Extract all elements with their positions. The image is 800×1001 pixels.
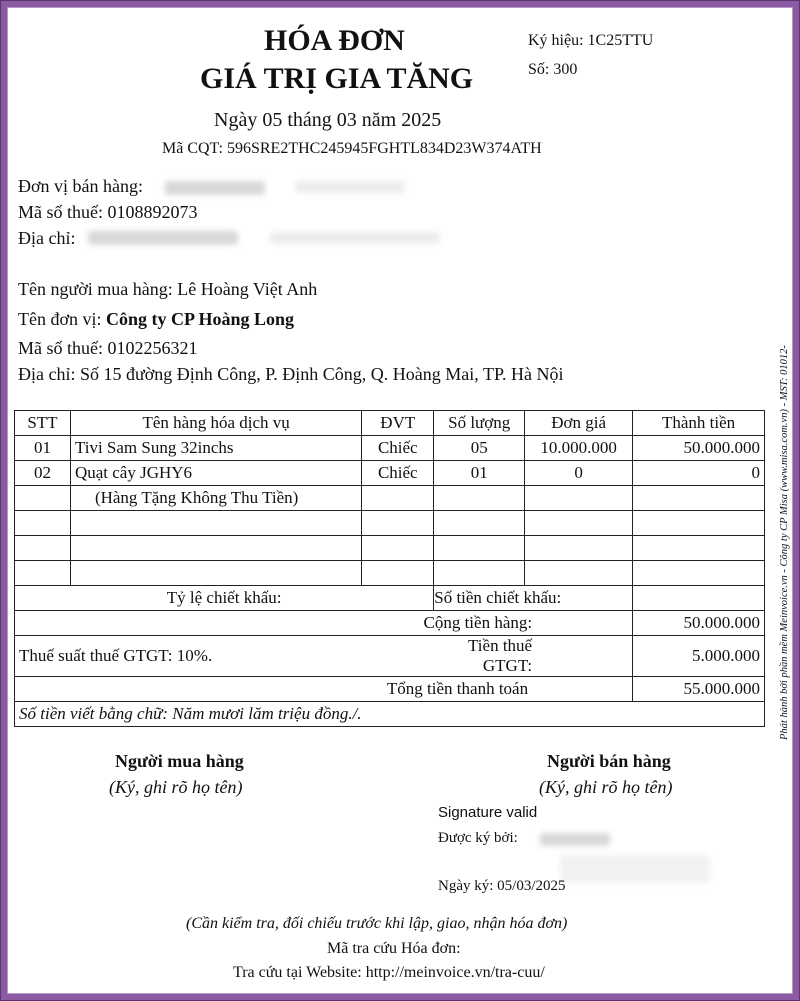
sign-date: Ngày ký: 05/03/2025	[438, 878, 566, 894]
header-unit-price: Đơn giá	[525, 411, 633, 436]
vat-label: Tiền thuế GTGT:	[434, 636, 633, 677]
amount-in-words-row	[15, 702, 765, 727]
footer-website: Tra cứu tại Website: http://meinvoice.vn/tra-cuu/	[233, 964, 545, 981]
cell-item-name: Quạt cây JGHY6	[70, 461, 361, 486]
cell-quantity: 01	[434, 461, 525, 486]
redacted-signature-area	[560, 855, 710, 883]
footer-lookup-code: Mã tra cứu Hóa đơn:	[327, 940, 461, 957]
buyer-tax-code: Mã số thuế: 0102256321	[18, 338, 198, 358]
vat-rate: Thuế suất thuế GTGT: 10%.	[15, 636, 434, 677]
buyer-signature-title: Người mua hàng	[115, 751, 244, 771]
table-row	[15, 461, 765, 486]
redacted-seller-address-2	[270, 232, 440, 244]
cell-unit: Chiếc	[362, 461, 434, 486]
subtotal-row	[15, 611, 765, 636]
cell-amount: 50.000.000	[633, 436, 765, 461]
redacted-seller-address	[88, 231, 238, 245]
cqt-code: Mã CQT: 596SRE2THC245945FGHTL834D23W374ATH	[162, 140, 542, 157]
seller-tax-code: Mã số thuế: 0108892073	[18, 202, 198, 222]
cell-unit-price: 0	[525, 461, 633, 486]
cell-quantity: 05	[434, 436, 525, 461]
redacted-signer	[540, 833, 610, 846]
buyer-address: Địa chỉ: Số 15 đường Định Công, P. Định Công, Q. Hoàng Mai, TP. Hà Nội	[18, 364, 564, 384]
footer-check-note: (Cần kiểm tra, đối chiếu trước khi lập, giao, nhận hóa đơn)	[186, 915, 568, 932]
seller-signature-title: Người bán hàng	[547, 751, 671, 771]
side-issuer-note: Phát hành bởi phần mềm Meinvoice.vn - Công ty CP Misa (www.misa.com.vn) - MST: 01012-	[779, 345, 790, 740]
subtotal-label: Cộng tiền hàng:	[15, 611, 633, 636]
buyer-unit-name: Công ty CP Hoàng Long	[106, 309, 295, 329]
invoice-title-line1: HÓA ĐƠN	[264, 24, 405, 57]
header-item-name: Tên hàng hóa dịch vụ	[70, 411, 361, 436]
buyer-unit-label: Tên đơn vị:	[18, 309, 102, 329]
total-row	[15, 677, 765, 702]
header-quantity: Số lượng	[434, 411, 525, 436]
header-stt: STT	[15, 411, 71, 436]
cell-unit-price: 10.000.000	[525, 436, 633, 461]
table-row-empty	[15, 561, 765, 586]
table-row	[15, 486, 765, 511]
buyer-signature-note: (Ký, ghi rõ họ tên)	[109, 777, 243, 797]
signed-by-label: Được ký bởi:	[438, 830, 518, 846]
redacted-seller-name-2	[295, 181, 405, 193]
vat-value: 5.000.000	[633, 636, 765, 677]
invoice-symbol: Ký hiệu: 1C25TTU	[528, 32, 654, 49]
header-amount: Thành tiền	[633, 411, 765, 436]
total-value: 55.000.000	[633, 677, 765, 702]
total-label: Tổng tiền thanh toán	[15, 677, 633, 702]
discount-row	[15, 586, 765, 611]
seller-signature-note: (Ký, ghi rõ họ tên)	[539, 777, 673, 797]
invoice-date: Ngày 05 tháng 03 năm 2025	[214, 109, 442, 131]
cell-stt: 01	[15, 436, 71, 461]
signature-valid: Signature valid	[438, 804, 538, 821]
cell-stt: 02	[15, 461, 71, 486]
subtotal-value: 50.000.000	[633, 611, 765, 636]
cell-amount: 0	[633, 461, 765, 486]
header-unit: ĐVT	[362, 411, 434, 436]
redacted-seller-name	[165, 181, 265, 195]
invoice-title-line2: GIÁ TRỊ GIA TĂNG	[200, 62, 474, 95]
cell-item-name: Tivi Sam Sung 32inchs	[70, 436, 361, 461]
items-table	[14, 410, 765, 727]
buyer-person: Tên người mua hàng: Lê Hoàng Việt Anh	[18, 279, 318, 299]
seller-address-label: Địa chỉ:	[18, 228, 76, 248]
table-row-empty	[15, 536, 765, 561]
discount-rate-label: Tỷ lệ chiết khấu:	[15, 586, 434, 611]
discount-amount-label: Số tiền chiết khấu:	[434, 586, 633, 611]
cell-unit: Chiếc	[362, 436, 434, 461]
table-row	[15, 436, 765, 461]
seller-name-label: Đơn vị bán hàng:	[18, 176, 143, 196]
table-row-empty	[15, 511, 765, 536]
vat-row	[15, 636, 765, 677]
amount-in-words: Số tiền viết bằng chữ: Năm mươi lăm triệu đồng./.	[15, 702, 765, 727]
cell-gift-note: (Hàng Tặng Không Thu Tiền)	[70, 486, 361, 511]
invoice-number: Số: 300	[528, 61, 578, 78]
buyer-unit-row	[18, 309, 294, 330]
table-header-row	[15, 411, 765, 436]
